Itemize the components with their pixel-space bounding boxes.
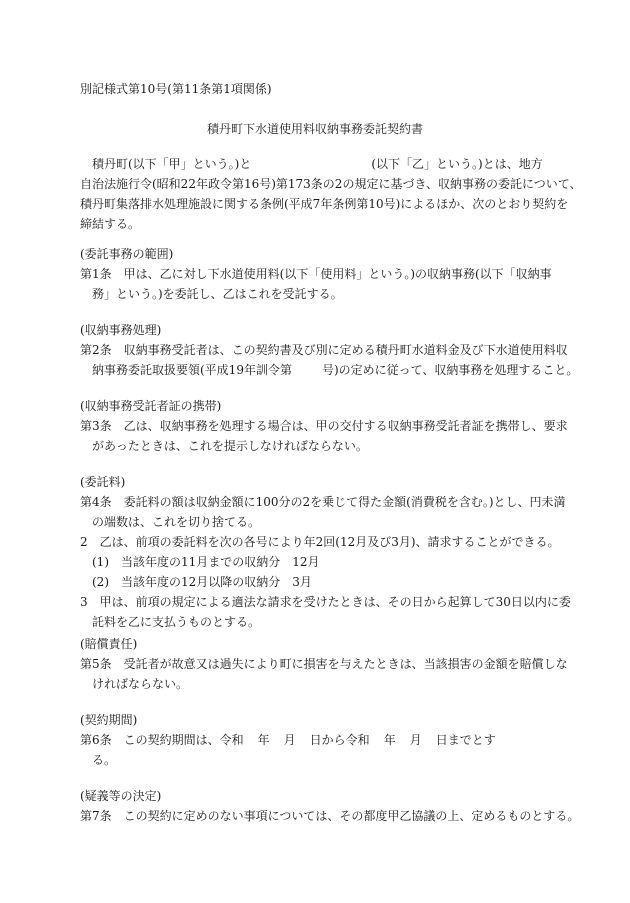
article-line bbox=[80, 362, 579, 382]
paragraph-line: 3 甲は、前項の規定による適法な請求を受けたときは、その日から起算して30日以内に委 bbox=[80, 595, 571, 609]
article-text: 日から令和 bbox=[309, 733, 370, 747]
intro-line bbox=[80, 156, 555, 176]
intro-text: 積丹町(以下「甲」という。)と bbox=[92, 157, 252, 171]
article-line: 務」という。)を委託し、乙はこれを受託する。 bbox=[92, 287, 343, 301]
article-heading: (契約期間) bbox=[80, 713, 138, 727]
month-unit: 月 bbox=[409, 733, 422, 747]
intro-paragraph bbox=[80, 156, 582, 236]
article-text: 納事務委託取扱要領(平成19年訓令第 bbox=[92, 363, 292, 377]
article-line bbox=[80, 732, 560, 752]
article-heading: (疑義等の決定) bbox=[80, 789, 162, 803]
article-heading: (委託料) bbox=[80, 475, 126, 489]
article-7 bbox=[80, 788, 580, 828]
month-unit: 月 bbox=[283, 733, 296, 747]
form-label: 別記様式第10号(第11条第1項関係) bbox=[80, 82, 272, 96]
intro-text: (以下「乙」という。)とは、地方 bbox=[371, 157, 543, 171]
article-text: 日までとす bbox=[435, 733, 496, 747]
article-text: 第6条 この契約期間は、令和 bbox=[80, 733, 244, 747]
article-heading: (賠償責任) bbox=[80, 637, 138, 651]
article-text: 号)の定めに従って、収納事務を処理すること。 bbox=[321, 363, 579, 377]
item-line: (2) 当該年度の12月以降の収納分 3月 bbox=[92, 575, 312, 589]
item-line: (1) 当該年度の11月までの収納分 12月 bbox=[92, 555, 320, 569]
intro-line: 積丹町集落排水処理施設に関する条例(平成7年条例第10号)によるほか、次のとおり契約を bbox=[80, 197, 569, 211]
article-line: 第5条 受託者が故意又は過失により町に損害を与えたときは、当該損害の金額を賠償しな bbox=[80, 657, 568, 671]
paragraph-line: 2 乙は、前項の委託料を次の各号により年2回(12月及び3月)、請求することができる。 bbox=[80, 535, 560, 549]
article-line: の端数は、これを切り捨てる。 bbox=[92, 515, 261, 529]
article-line: があったときは、これを提示しなければならない。 bbox=[92, 439, 368, 453]
article-line: 第4条 委託料の額は収納金額に100分の2を乗じて得た金額(消費税を含む。)とし、円未満 bbox=[80, 495, 566, 509]
document-title: 積丹町下水道使用料収納事務委託契約書 bbox=[206, 122, 423, 136]
article-heading: (収納事務受託者証の携帯) bbox=[80, 399, 222, 413]
intro-line: 自治法施行令(昭和22年政令第16号)第173条の2の規定に基づき、収納事務の委託について、 bbox=[80, 177, 582, 191]
article-line: ければならない。 bbox=[92, 677, 189, 691]
article-line: 第2条 収納事務受託者は、この契約書及び別に定める積丹町水道料金及び下水道使用料収 bbox=[80, 343, 568, 357]
article-line: 第1条 甲は、乙に対し下水道使用料(以下「使用料」という。)の収納事務(以下「収納事 bbox=[80, 267, 552, 281]
article-6 bbox=[80, 712, 560, 772]
article-3 bbox=[80, 398, 568, 458]
article-2 bbox=[80, 322, 579, 382]
article-5 bbox=[80, 636, 568, 696]
paragraph-line: 託料を乙に支払うものとする。 bbox=[92, 615, 261, 629]
article-line: る。 bbox=[92, 753, 117, 767]
article-line: 第7条 この契約に定めのない事項については、その都度甲乙協議の上、定めるものとする。 bbox=[80, 809, 580, 823]
year-unit: 年 bbox=[383, 733, 396, 747]
intro-line: 締結する。 bbox=[80, 217, 141, 231]
article-line: 第3条 乙は、収納事務を処理する場合は、甲の交付する収納事務受託者証を携帯し、要求 bbox=[80, 419, 568, 433]
article-heading: (収納事務処理) bbox=[80, 323, 162, 337]
year-unit: 年 bbox=[257, 733, 270, 747]
article-4 bbox=[80, 474, 571, 634]
article-1 bbox=[80, 246, 560, 306]
article-heading: (委託事務の範囲) bbox=[80, 247, 174, 261]
